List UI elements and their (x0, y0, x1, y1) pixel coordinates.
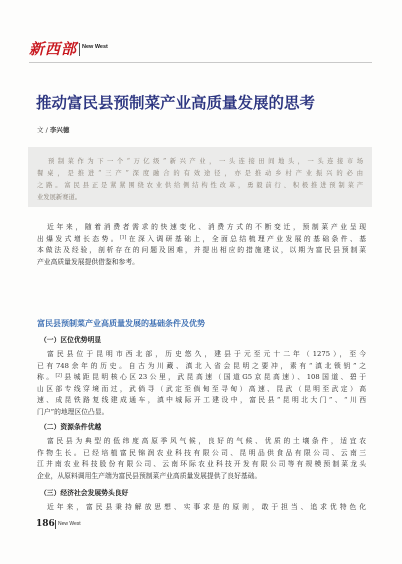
reference-marker: [2] (55, 373, 62, 379)
header-rule (29, 62, 372, 63)
body-line (37, 372, 366, 384)
body-line: 本做法及经验，剖析存在的问题及困难，并提出相应的措施建议，以期为富民县预制菜 (37, 246, 366, 254)
intro-paragraph (37, 222, 366, 268)
body-line: 速、成昆铁路复线建成通车，滇中城际开工建设中，富民县“昆明北大门”、“川西 (37, 396, 366, 404)
line-text: 县城距昆明核心区23公里，武昆高速（国道G5京昆高速）、108国道、碧于 (61, 373, 366, 381)
article-title: 推动富民县预制菜产业高质量发展的思考 (36, 94, 316, 112)
page-footer (36, 517, 116, 531)
line-text: 出爆发式增长态势。 (37, 234, 120, 243)
subsection-paragraph (37, 502, 366, 514)
logo-wordmark: 新西部 (29, 40, 78, 58)
subsection-paragraph (37, 436, 366, 482)
magazine-logo (29, 38, 129, 60)
body-line: 门户”的地理区位凸显。 (37, 407, 109, 416)
abstract-line: 预制菜作为下一个“万亿级”新兴产业，一头连接田间地头，一头连接市场 (48, 158, 363, 165)
body-line: 已有748余年的历史。自古为川藏、滇北入省会昆明之要冲，素有“滇北锁钥”之 (37, 361, 366, 370)
footer-magazine-name: New West (58, 521, 81, 527)
footer-divider (55, 520, 56, 529)
body-line: 富民县位于昆明市西北部，历史悠久，建县于元至元十二年（1275），至今 (47, 350, 366, 358)
body-line: 作物生长。已经培植富民锦润农业科技有限公司、昆明品供食品有限公司、云南三 (37, 448, 366, 457)
section-heading: 富民县预制菜产业高质量发展的基础条件及优势 (37, 319, 205, 328)
body-line: 江井南农业科技股份有限公司、云南环际农业科技开发有限公司等有规模预制菜龙头 (37, 460, 366, 468)
subsection-heading: （一）区位优势明显 (40, 336, 102, 344)
body-line: 富民县为典型的低纬度高原季风气候，良好的气候、优质的土壤条件，适宜农 (47, 437, 366, 445)
line-text: 在深入调研基础上，全面总结梳理产业发展的基础条件、基 (126, 234, 366, 243)
byline (37, 126, 69, 135)
abstract-line: 业发展新赛道。 (37, 194, 82, 201)
logo-subtitle: New West (82, 44, 108, 50)
subsection-heading: （三）经济社会发展势头良好 (40, 489, 129, 497)
reference-marker: [1] (119, 235, 127, 240)
abstract-line: 餐桌，是推进“三产”深度融合的有效途径，亦是推动乡村产业振兴的必由 (37, 170, 363, 177)
page-number: 186 (36, 519, 55, 529)
abstract-text (37, 156, 363, 204)
byline-prefix: 文 / (37, 126, 50, 134)
subsection-heading: （二）资源条件优越 (40, 423, 102, 431)
body-line (37, 234, 366, 246)
abstract-line: 之路。富民县正是紧紧围绕农业供给侧结构性改革，勇毅前行、积极推进预制菜产 (37, 182, 363, 189)
body-line: 企业，从原料调用生产端为富民县预制菜产业高质量发展提供了良好基础。 (37, 471, 262, 480)
body-line: 山区部专线穿境而过，武倘寻（武定至倘甸至寻甸）高速、昆武（昆明至武定）高 (37, 384, 366, 393)
subsection-paragraph (37, 349, 366, 418)
body-line: 近年来，富民县秉持解放思想、实事求是的原则，敢于担当、追求优特色化 (47, 503, 366, 511)
abstract-box (28, 147, 372, 207)
body-line: 近年来，随着消费者需求的快速变化、消费方式的不断变迁，预制菜产业呈现 (47, 223, 366, 231)
line-text: 称。 (37, 373, 56, 381)
author-name: 李兴德 (49, 126, 70, 134)
logo-divider (79, 43, 80, 56)
body-line: 产业高质量发展提供借鉴和参考。 (37, 257, 139, 266)
